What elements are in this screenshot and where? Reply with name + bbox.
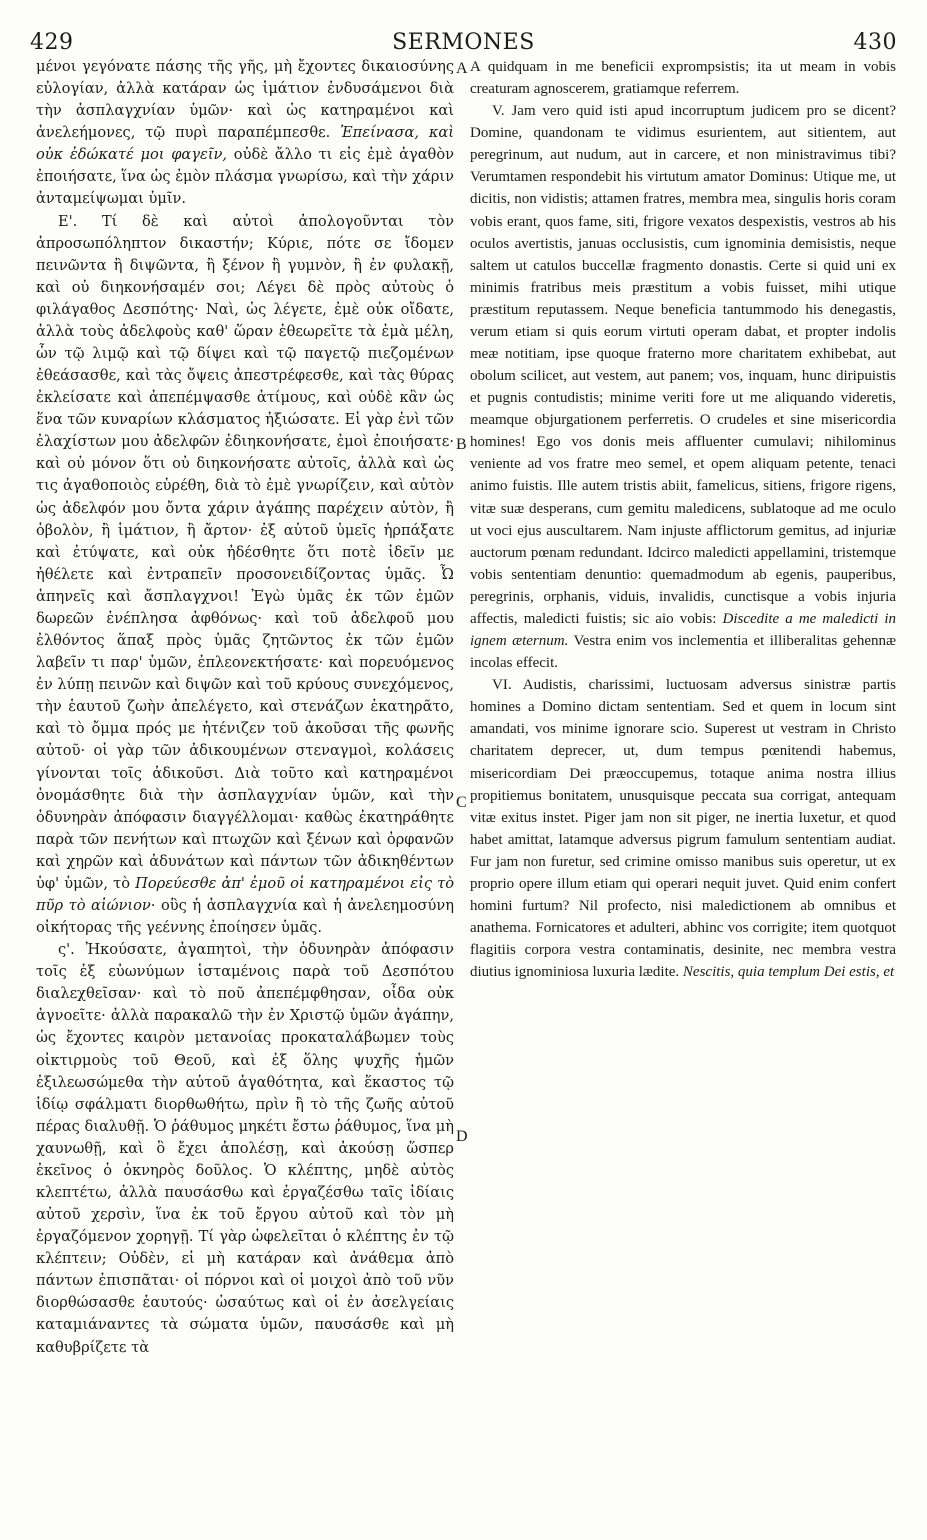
latin-text: VI. Audistis, charissimi, luctuosam adversus sinistræ partis homines a Domino dictam sententiam. Sed et quem in locum sint amandati, vos minime ignorare scio. Superest ut vestram in Christo charitatem deprecer, ut, dum tempus pœnitendi habemus, misericordiam Dei præoccupemus, totaque anima nostra illius propitiemus bonitatem, unusquisque peccata sua corrigat, antequam vitæ exitus instet. Piger jam non sit piger, ne inertia luxetur, et quod habet amittat, latamque adversus pigrum famulum sententiam audiat. Fur jam non furetur, sed crimine omisso manibus suis operetur, ut ex proprio opere illum etiam qui operari nequit juvet. Quid enim confert homini furtum? Nil profecto, nisi maledictionem ab omnibus et anathema. Fornicatores et adulteri, abhinc vos corrigite; item quotquot flagitiis corpora vestra contaminatis, desinite, nec membra vestra diutius ignominiosa luxuria lædite.	[470, 677, 896, 981]
latin-paragraph-1: A quidquam in me beneficii exprompsistis; ita ut meam in vobis creaturam agnoscerem, gratiamque referrem.	[470, 59, 896, 98]
page-number-left: 429	[30, 30, 74, 55]
running-title: SERMONES	[392, 30, 535, 55]
margin-marker-a: A	[456, 60, 468, 77]
latin-quotation: Discedite a me maledicti in ignem æternum.	[470, 610, 896, 650]
latin-column	[470, 56, 896, 1526]
latin-quotation: Nescitis, quia templum Dei estis, et	[682, 964, 895, 981]
greek-text: Ε'. Τί δὲ καὶ αὐτοὶ ἀπολογοῦνται τὸν ἀπροσωπόληπτον δικαστήν; Κύριε, πότε σε ἴδομεν πεινῶντα ἢ διψῶντα, ἢ ξένον ἢ γυμνὸν, ἢ ἐν φυλακῇ, καὶ οὐ διηκονήσαμέν σοι; Λέγει δὲ πρὸς αὐτοὺς ὁ φιλάγαθος Δεσπότης· Ναὶ, ὡς λέγετε, ἐμὲ οὐκ οἴδατε, ἀλλὰ τοὺς ἀδελφοὺς καθ' ὥραν ἐθεωρεῖτε τὰ ἐμὰ μέλη, ὧν τῷ λιμῷ καὶ τῷ δίψει καὶ τῷ παγετῷ πιεζομένων ἐθεάσασθε, καὶ τὰς ὄψεις ἀπεστρέφεσθε, καὶ τὰς θύρας ἐκλείσατε καὶ ἀπεπέμψασθε ἀτίμους, καὶ οὐδὲ κἂν ὡς ἕνα τῶν κυναρίων κλάσματος ἠξιώσατε. Εἰ γὰρ ἑνὶ τῶν ἐλαχίστων μου ἀδελφῶν ἐδιηκονήσατε, ἐμοὶ ἐποιήσατε· καὶ οὐ μόνον ὅτι οὐ διηκονήσατε αὐτοῖς, ἀλλὰ καὶ ὡς τις ἀγαθοποιὸς εὑρέθη, διὰ τὸ ἐμὲ γνωρίζειν, καὶ αὐτὸν ὡς ἀδελφόν μου ὄντα χάριν ἀγάπης παρέχειν αὐτὸν, ἢ ὀβολὸν, ἢ ἱμάτιον, ἢ ἄρτον· ἐξ αὐτοῦ ὑμεῖς ἡρπάξατε καὶ ἐτύψατε, καὶ οὐκ ἠδέσθητε ὅτι ποτὲ ἰδεῖν με ἠθέλετε καὶ ἐντραπεῖν προσονειδίζοντας ὑμᾶς. Ὦ ἀπηνεῖς καὶ ἄσπλαγχνοι! Ἐγὼ ὑμᾶς ἐκ τῶν ἐμῶν δωρεῶν ἐνέπλησα ἀφθόνως· καὶ τοῦ ἀδελφοῦ μου ἐλθόντος ἅπαξ πρὸς ὑμᾶς ζητῶντος ἐκ τῶν ἐμῶν λαβεῖν τι παρ' ὑμῶν, ἐπλεονεκτήσατε· καὶ πορευόμενος ἐν λύπῃ πεινῶν καὶ διψῶν καὶ τοῦ κρύους συνεχόμενος, τὴν ἑαυτοῦ ζωὴν ἀπελέγετο, καὶ στενάζων ἐκατηρᾶτο, καὶ τὸ ὄμμα πρός με ἠτένιζεν τοῦ ἀκοῦσαι τῆς φωνῆς αὐτοῦ· οἱ γὰρ τῶν ἀδικουμένων στεναγμοὶ, κολάσεις γίνονται τοῖς ἀδικοῦσι. Διὰ τοῦτο καὶ κατηραμένοι ὀνομάσθητε διὰ τὴν ἀσπλαγχνίαν ὑμῶν, καὶ τὴν ὀδυνηρὰν ἀπόφασιν διαγγέλλομαι· καθὼς ἐκατηράθητε παρὰ τῶν πενήτων καὶ πτωχῶν καὶ ξένων καὶ ὀρφανῶν καὶ χηρῶν καὶ ἀδυνάτων καὶ πάντων τῶν ἀδικηθέντων ὑφ' ὑμῶν, τὸ	[36, 212, 454, 892]
greek-quotation: Ἐπείνασα, καὶ οὐκ ἐδώκατέ μοι φαγεῖν,	[36, 124, 454, 164]
greek-paragraph-6: ς'. Ἠκούσατε, ἀγαπητοὶ, τὴν ὀδυνηρὰν ἀπόφασιν τοῖς ἐξ εὐωνύμων ἱσταμένοις παρὰ τοῦ Δεσπότου διαλεχθεῖσαν· καὶ τὸ ποῦ ἀπεπέμφθησαν, οἶδα οὐκ ἀγνοεῖτε· ἀλλὰ παρακαλῶ τὴν ἐν Χριστῷ ὑμῶν ἀγάπην, ὡς ἔχοντες καιρὸν μετανοίας προκαταλάβωμεν τοὺς οἰκτιρμοὺς τοῦ Θεοῦ, καὶ ἐξ ὅλης ψυχῆς ἡμῶν ἐξιλεωσώμεθα τὴν αὐτοῦ ἀγαθότητα, καὶ ἕκαστος τῷ ἰδίῳ σφάλματι διορθωθήτω, πρὶν ἢ τὸ τῆς ζωῆς αὐτοῦ πέρας διαλυθῇ. Ὁ ῥάθυμος μηκέτι ἔστω ῥάθυμος, ἵνα μὴ χαυνωθῇ, καὶ ὃ ἔχει ἀπολέσῃ, καὶ ἀκούσῃ ὥσπερ ἐκεῖνος ὁ ὀκνηρὸς δοῦλος. Ὁ κλέπτης, μηδὲ αὐτὸς κλεπτέτω, ἀλλὰ παυσάσθω καὶ ἐργαζέσθω ταῖς ἰδίαις αὐτοῦ χερσὶν, ἵνα ἐκ τοῦ ἔργου αὐτοῦ καὶ τὸν μὴ ἐργαζόμενον χορηγῇ. Τί γὰρ ὠφελεῖται ὁ κλέπτης ἐν τῷ κλέπτειν; Οὐδὲν, εἰ μὴ κατάραν καὶ ἀνάθεμα ἀπὸ πάντων ἐπισπᾶται· οἱ πόρνοι καὶ οἱ μοιχοὶ ἀπὸ τοῦ νῦν διορθώσασθε ἑαυτούς· ὡσαύτως καὶ οἱ ἐν ἀσελγείαις καταμιάναντες τὰ σώματα ὑμῶν, παυσάσθε καὶ μὴ καθυβρίζετε τὰ	[36, 941, 454, 1356]
greek-text: μένοι γεγόνατε πάσης τῆς γῆς, μὴ ἔχοντες δικαιοσύνης εὐλογίαν, ἀλλὰ κατάραν ὡς ἱμάτιον ἐνδυσάμενοι διὰ τὴν ἀσπλαγχνίαν ὑμῶν· καὶ ὡς κατηραμένοι καὶ ἀνελεήμονες, τῷ πυρὶ παραπέμπεσθε.	[36, 58, 454, 142]
page-number-right: 430	[853, 30, 897, 55]
greek-text: οὓς ἡ ἀσπλαγχνία καὶ ἡ ἀνελεημοσύνη οἰκήτορας τῆς γεέννης ἐποίησεν ὑμᾶς.	[36, 896, 454, 937]
margin-marker-b: B	[456, 436, 467, 453]
greek-paragraph-5	[36, 211, 454, 940]
latin-paragraph-6	[470, 674, 896, 983]
greek-text: οὐδὲ ἄλλο τι εἰς ἐμὲ ἀγαθὸν ἐποιήσατε, ἵνα ὡς ἐμὸν πλάσμα γνωρίσω, καὶ τὴν χάριν ἀνταμείψωμαι ὑμῖν.	[36, 146, 454, 208]
greek-paragraph-1	[36, 56, 454, 211]
latin-paragraph-5	[470, 100, 896, 674]
margin-marker-d: D	[456, 1128, 468, 1145]
latin-text: Vestra enim vos inclementia et illiberalitas gehennæ incolas effecit.	[470, 633, 896, 672]
latin-text: V. Jam vero quid isti apud incorruptum judicem pro se dicent? Domine, quandonam te vidimus esurientem, aut sitientem, aut peregrinum, aut nudum, aut in carcere, et non ministravimus tibi? Verumtamen respondebit his virtutum amator Dominus: Utique me, ut dicitis, non vidistis; attamen fratres, membra mea, singulis horis coram vobis erant, quos fame, siti, frigore vexatos despexistis, vestros ab his oculos avertistis, januas occlusistis, cum ignominia demisistis, neque saltem ut catulos buccellæ fragmento donastis. Certe si quid uni ex minimis fratribus meis præstitum a vobis fuisset, mihi utique præstitum reputassem. Neque beneficia tantummodo his denegastis, verum etiam si quis eorum virtuti operam dabat, et propter indolis meæ notitiam, ipse quoque fraterno more charitatem exhibebat, aut obolum scilicet, aut vestem, aut panem; vos, inquam, hunc diripuistis et pugnis contudistis; minime veriti fore ut me aliquando videretis, meamque objurgationem perferretis. O crudeles et sine misericordia homines! Ego vos donis meis affluenter cumulavi; nihilominus veniente ad vos fratre meo semel, et opem aliquam petente, tenaci animo fuistis. Ille autem tristis abiit, famelicus, sitiens, frigore rigens, vitæ suæ desperans, cum gemitu maledicens, sublatoque ad me oculo ut voci ejus auscultarem. Nam injuste afflictorum gemitus, ad injuriæ auctorum pœnam redundant. Idcirco maledicti appellamini, tristemque vobis sententiam denuntio: quemadmodum ab egenis, pauperibus, peregrinis, orphanis, viduis, invalidis, cunctisque a vobis injuria affectis, maledicti fuistis; sic aio vobis:	[470, 103, 896, 627]
margin-marker-c: C	[456, 794, 467, 811]
greek-column	[36, 56, 454, 1526]
greek-quotation: Πορεύεσθε ἀπ' ἐμοῦ οἱ κατηραμένοι εἰς τὸ πῦρ τὸ αἰώνιον·	[36, 874, 454, 914]
